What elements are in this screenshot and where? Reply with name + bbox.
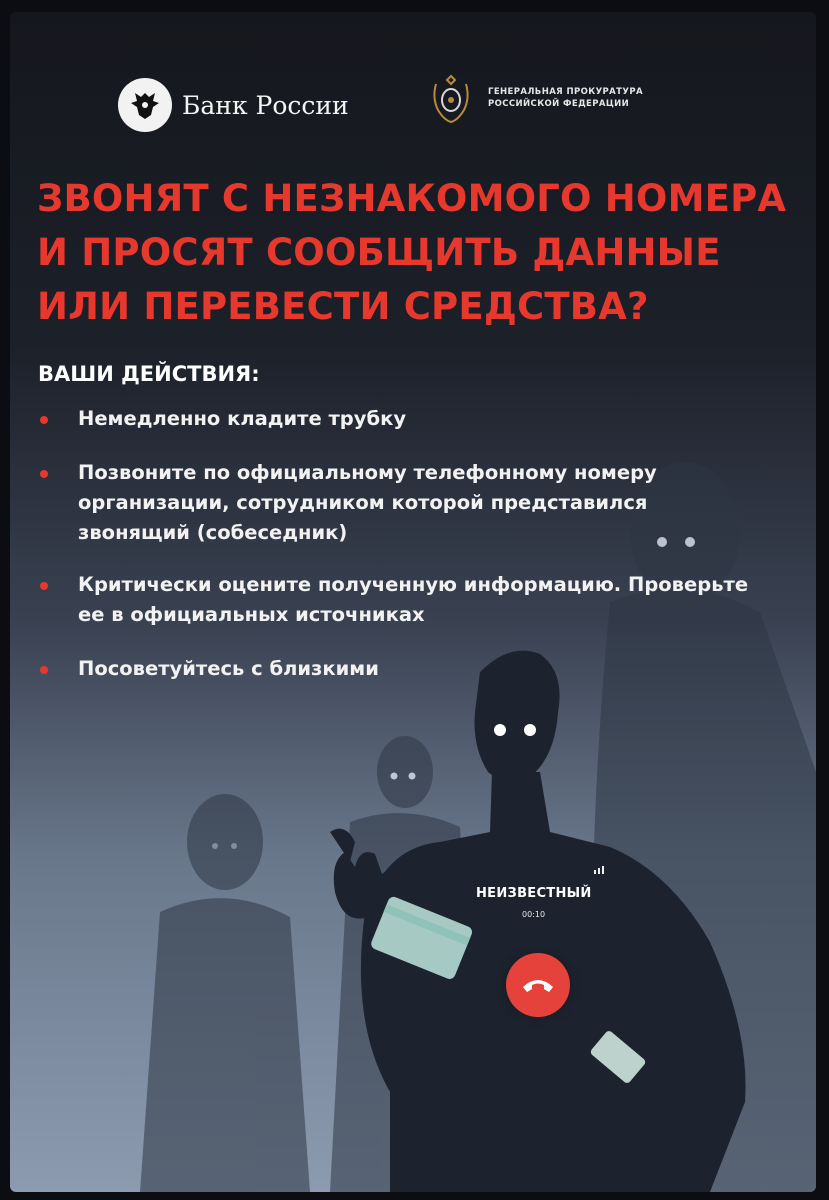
action-item: Посоветуйтесь с близкими <box>34 654 764 684</box>
headline <box>37 172 797 334</box>
actions-title: ВАШИ ДЕЙСТВИЯ: <box>38 362 260 386</box>
action-item: Критически оцените полученную информацию. Проверьте ее в официальных источниках <box>34 570 764 630</box>
actions-list <box>34 404 764 708</box>
prosecutor-line-2: РОССИЙСКОЙ ФЕДЕРАЦИИ <box>488 99 630 109</box>
action-item: Немедленно кладите трубку <box>34 404 764 434</box>
headline-line-1: ЗВОНЯТ С НЕЗНАКОМОГО НОМЕРА <box>37 177 787 220</box>
hang-up-button <box>506 953 570 1017</box>
bank-of-russia-logo <box>118 78 349 132</box>
caller-name: НЕИЗВЕСТНЫЙ <box>476 886 592 901</box>
prosecutor-line-1: ГЕНЕРАЛЬНАЯ ПРОКУРАТУРА <box>488 87 643 97</box>
action-item: Позвоните по официальному телефонному номеру организации, сотрудником которой представился звонящий (собеседник) <box>34 458 764 548</box>
bank-name: Банк России <box>182 90 349 120</box>
poster <box>10 12 816 1192</box>
hang-up-icon <box>521 975 555 995</box>
headline-line-2: И ПРОСЯТ СООБЩИТЬ ДАННЫЕ <box>37 231 721 274</box>
headline-line-3: ИЛИ ПЕРЕВЕСТИ СРЕДСТВА? <box>37 285 649 328</box>
call-timer: 00:10 <box>522 910 546 919</box>
double-headed-eagle-icon <box>118 78 172 132</box>
prosecutor-emblem-icon <box>428 70 474 126</box>
prosecutor-general-logo <box>428 70 643 126</box>
